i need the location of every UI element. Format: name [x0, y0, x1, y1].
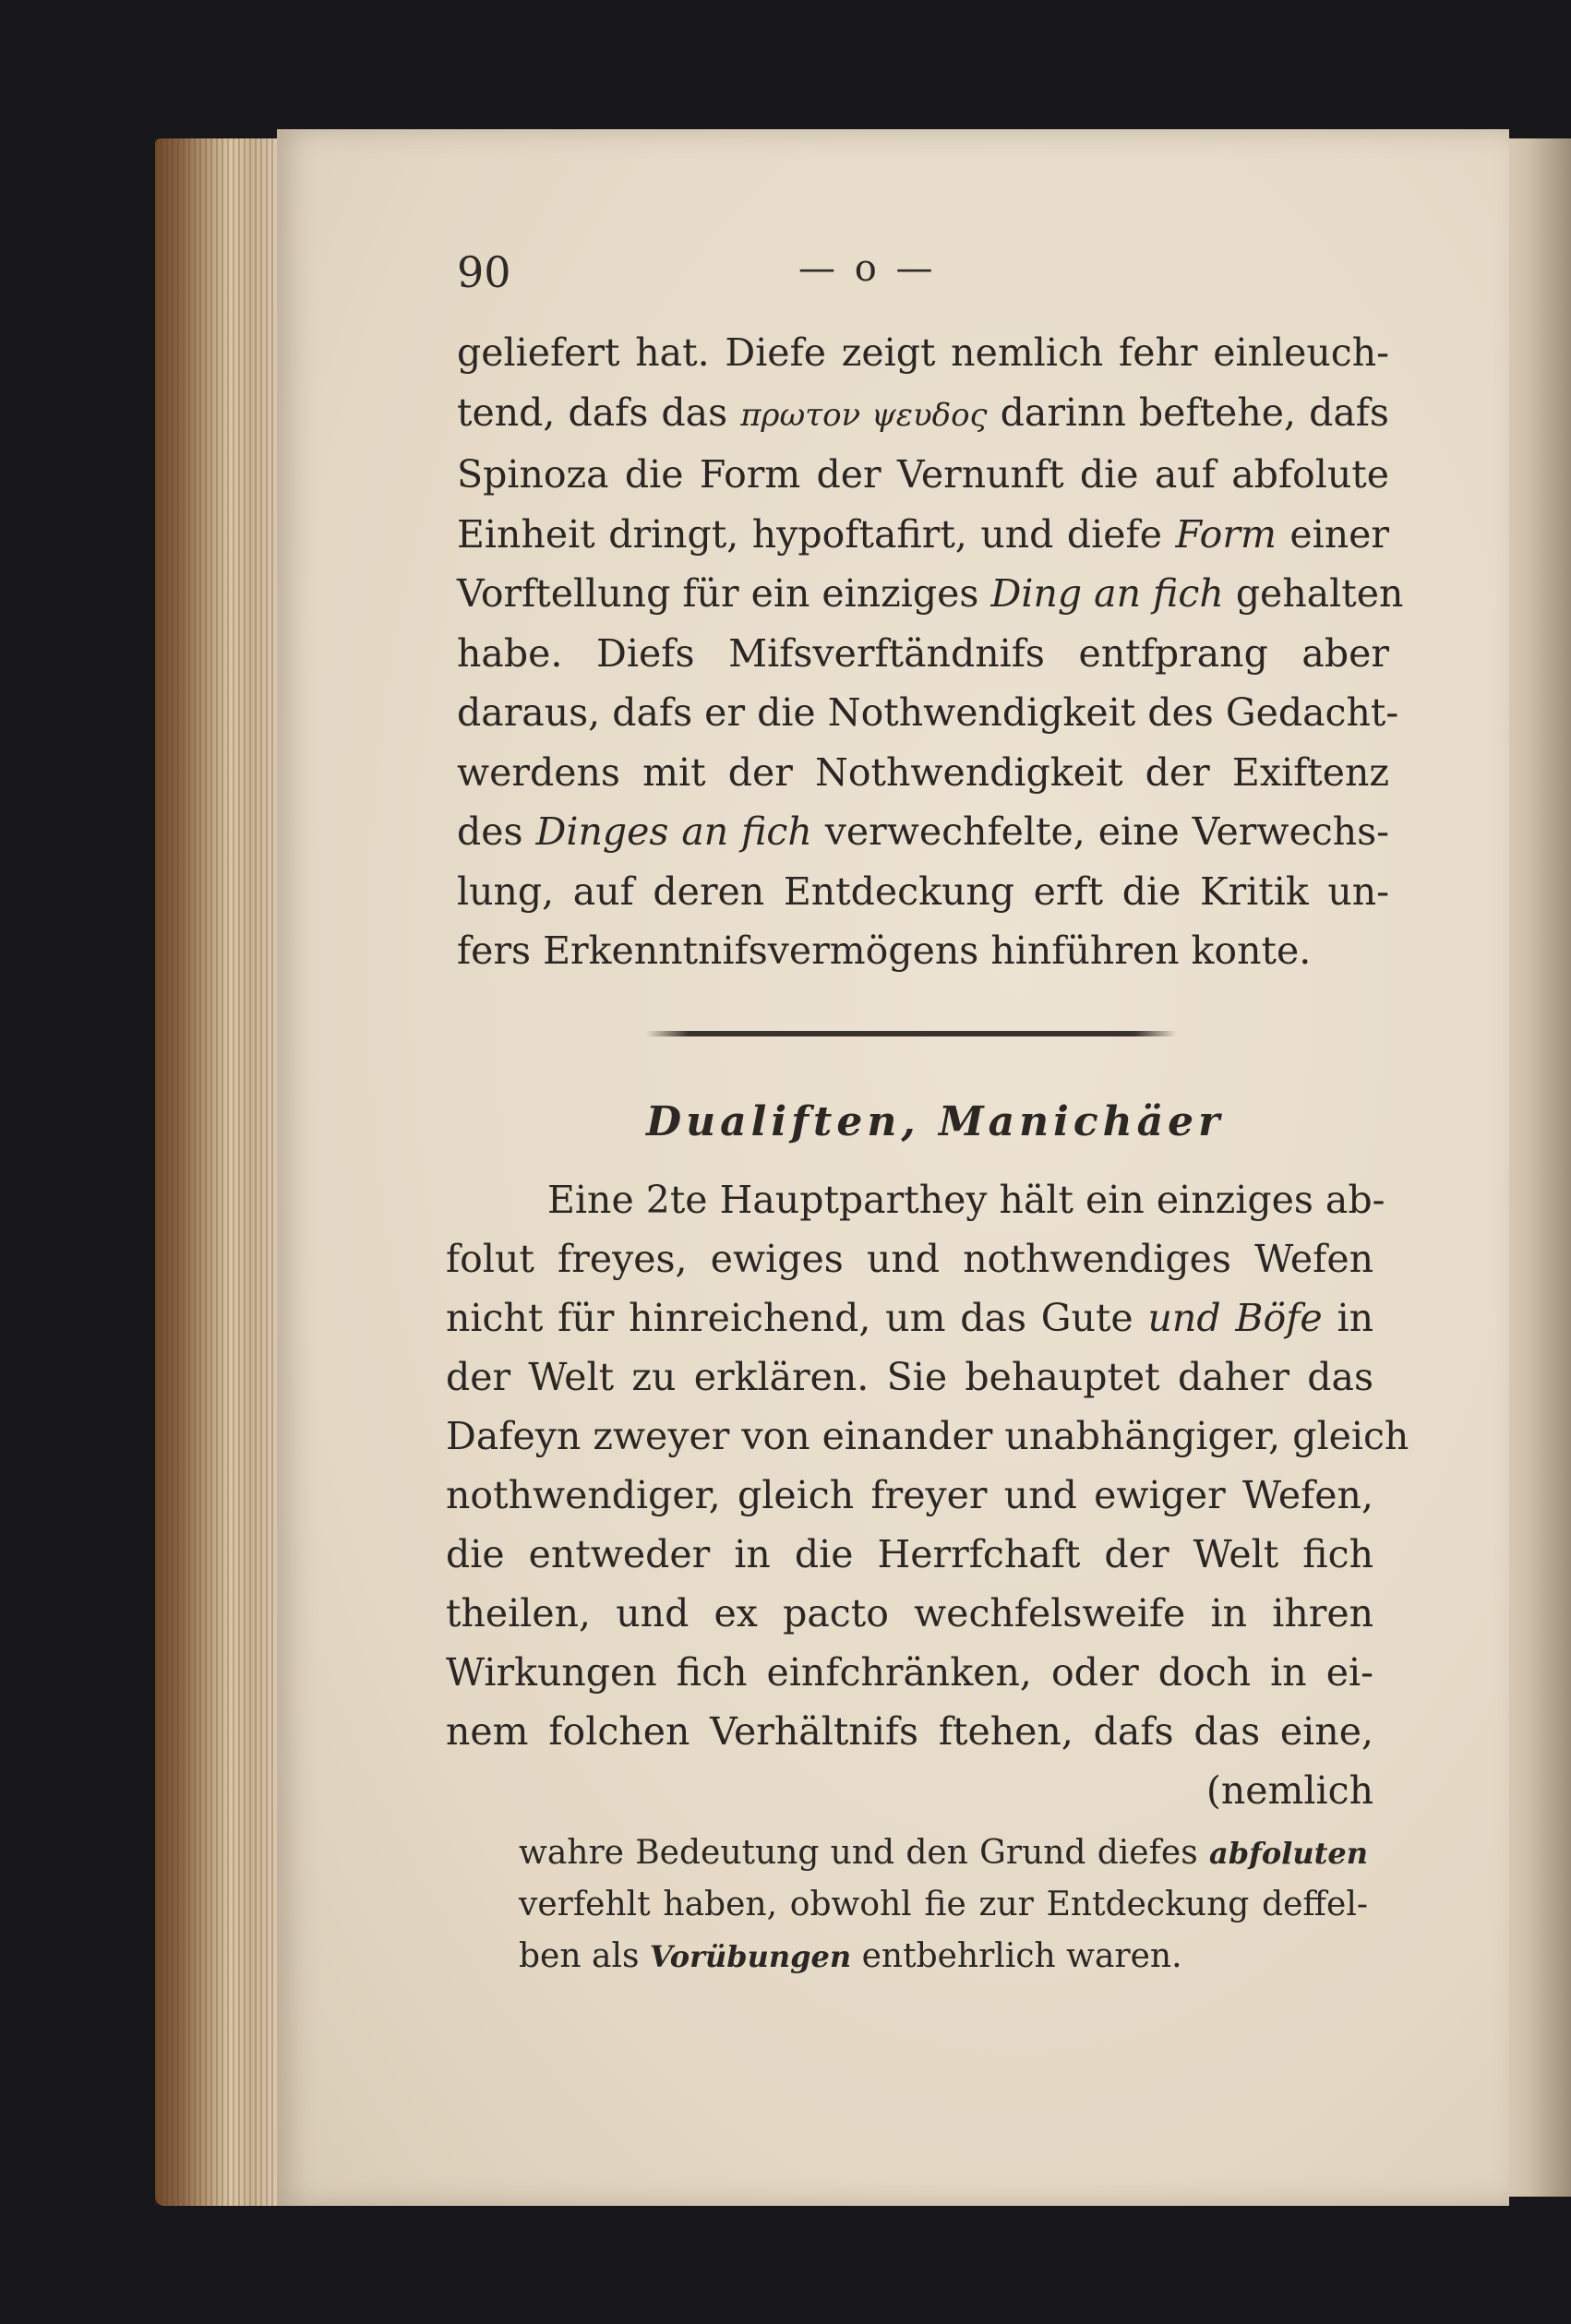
footnote [519, 1827, 1368, 1983]
page-header [457, 247, 1380, 303]
italic-form: Form [1175, 511, 1277, 557]
text-line: folut freyes, ewiges und nothwendiges Wefen [446, 1237, 1373, 1281]
paragraph-dualists [446, 1170, 1409, 1820]
text-line: werdens mit der Nothwendigkeit der Exiftenz [457, 749, 1389, 795]
greek-phrase: πρωτον ψευδος [740, 396, 988, 434]
text-line: fers Erkenntnifsvermögens hinführen konte. [457, 928, 1312, 973]
text-line: tend, dafs das πρωτον ψευδος darinn beftehe, dafs [457, 389, 1389, 435]
text-line: Einheit dringt, hypoftafirt, und diefe Form einer [457, 511, 1389, 557]
italic-ding-an-sich: Ding an fich [990, 571, 1224, 616]
italic-dinges-an-sich: Dinges an fich [535, 809, 812, 854]
text-line: Eine 2te Hauptparthey hält ein einziges ab- [547, 1178, 1385, 1222]
text-line: Spinoza die Form der Vernunft die auf abfolute [457, 452, 1389, 497]
text-line: nem folchen Verhältnifs ftehen, dafs das eine, [446, 1709, 1373, 1754]
page-number: 90 [457, 247, 511, 297]
text-line: daraus, dafs er die Nothwendigkeit des Gedacht- [457, 690, 1399, 735]
facing-page-edge [1500, 138, 1571, 2197]
footnote-line: wahre Bedeutung und den Grund diefes abfoluten [519, 1834, 1368, 1872]
section-title: Dualiften, Manichäer [646, 1098, 1225, 1145]
text-line: Vorftellung für ein einziges Ding an fich gehalten [457, 571, 1404, 616]
text-line: Dafeyn zweyer von einander unabhängiger, gleich [446, 1414, 1409, 1458]
catchword: (nemlich [1205, 1768, 1373, 1813]
footnote-line: verfehlt haben, obwohl fie zur Entdeckung deffel- [519, 1886, 1368, 1923]
text-line: der Welt zu erklären. Sie behauptet daher das [446, 1355, 1373, 1399]
italic-und-boese: und Böfe [1147, 1296, 1323, 1340]
text-line: theilen, und ex pacto wechfelsweife in ihren [446, 1591, 1373, 1635]
text-line: des Dinges an fich verwechfelte, eine Verwechs- [457, 809, 1389, 854]
header-ornament: — o — [798, 247, 937, 290]
text-line: Wirkungen fich einfchränken, oder doch in ei- [446, 1650, 1373, 1695]
italic-absoluten: abfoluten [1208, 1836, 1368, 1871]
text-line: die entweder in die Herrfchaft der Welt fich [446, 1532, 1373, 1576]
section-divider-rule [646, 1031, 1177, 1036]
book-page-edges [155, 138, 294, 2206]
text-line: geliefert hat. Diefe zeigt nemlich fehr einleuch- [457, 330, 1389, 375]
italic-voruebungen: Vorübungen [649, 1939, 852, 1974]
text-line: nothwendiger, gleich freyer und ewiger Wefen, [446, 1473, 1373, 1517]
text-line: nicht für hinreichend, um das Gute und Böfe in [446, 1296, 1373, 1340]
footnote-line: ben als Vorübungen entbehrlich waren. [519, 1937, 1182, 1975]
text-line: lung, auf deren Entdeckung erft die Kritik un- [457, 869, 1389, 914]
paragraph-spinoza [457, 323, 1404, 981]
text-line: habe. Diefs Mifsverftändnifs entfprang aber [457, 630, 1389, 676]
